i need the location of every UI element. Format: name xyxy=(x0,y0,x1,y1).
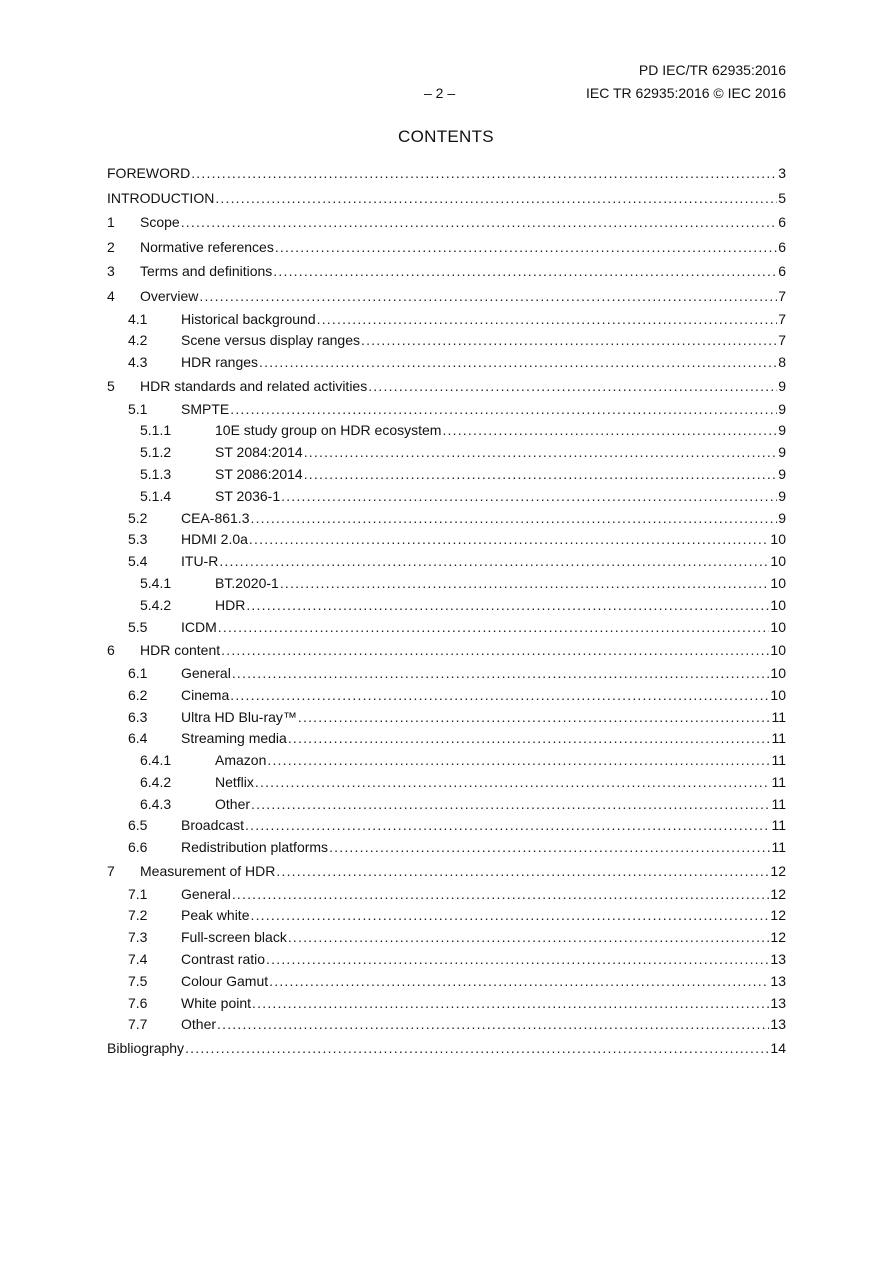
toc-entry[interactable] xyxy=(107,905,786,927)
toc-entry[interactable] xyxy=(107,551,786,573)
toc-entry-number: 6.3 xyxy=(128,708,148,725)
dot-leader xyxy=(249,529,770,551)
dot-leader xyxy=(217,1014,769,1036)
toc-entry-title: ST 2086:2014 xyxy=(215,465,303,482)
toc-entry-number: 5.4 xyxy=(128,553,148,570)
toc-entry-title: FOREWORD xyxy=(107,165,191,181)
toc-entry-number: 4.2 xyxy=(128,332,148,349)
dot-leader xyxy=(185,1036,769,1061)
toc-entry-page: 9 xyxy=(778,465,786,482)
toc-entry[interactable] xyxy=(107,884,786,906)
toc-entry-page: 9 xyxy=(778,509,786,526)
toc-entry[interactable] xyxy=(107,685,786,707)
dot-leader xyxy=(276,859,769,884)
toc-entry-number: 5.1.2 xyxy=(140,444,172,461)
toc-entry-title: Netflix xyxy=(215,773,254,790)
toc-entry-title: General xyxy=(181,885,231,902)
toc-entry-title: Redistribution platforms xyxy=(181,839,329,856)
toc-entry-title: Scope xyxy=(140,214,180,231)
dot-leader xyxy=(230,399,777,421)
toc-entry-number: 6.6 xyxy=(128,839,148,856)
toc-entry-page: 13 xyxy=(770,1016,786,1033)
toc-entry-number: 6 xyxy=(107,642,115,659)
copyright-notice: IEC TR 62935:2016 © IEC 2016 xyxy=(586,85,786,101)
toc-entry-page: 8 xyxy=(778,354,786,371)
dot-leader xyxy=(219,551,769,573)
toc-entry-page: 6 xyxy=(778,238,786,255)
toc-entry-page: 10 xyxy=(770,618,786,635)
toc-entry-title: ST 2036-1 xyxy=(215,487,281,504)
toc-entry[interactable] xyxy=(107,235,786,260)
toc-entry-number: 5.1.4 xyxy=(140,487,172,504)
dot-leader xyxy=(298,707,771,729)
toc-entry-title: Terms and definitions xyxy=(140,263,273,280)
dot-leader xyxy=(280,573,770,595)
toc-entry-title: Overview xyxy=(140,287,199,304)
toc-entry[interactable] xyxy=(107,772,786,794)
toc-entry-number: 6.4 xyxy=(128,730,148,747)
toc-entry-page: 11 xyxy=(771,730,786,747)
toc-entry[interactable] xyxy=(107,663,786,685)
toc-entry-title: Ultra HD Blu-ray™ xyxy=(181,708,297,725)
toc-entry-title: BT.2020-1 xyxy=(215,574,279,591)
toc-entry-page: 11 xyxy=(771,839,786,856)
toc-entry[interactable] xyxy=(107,330,786,352)
toc-entry[interactable] xyxy=(107,464,786,486)
dot-leader xyxy=(218,617,770,639)
toc-entry-page: 9 xyxy=(778,400,786,417)
toc-entry-title: Scene versus display ranges xyxy=(181,332,360,349)
toc-entry-title: ICDM xyxy=(181,618,217,635)
toc-entry[interactable] xyxy=(107,971,786,993)
dot-leader xyxy=(267,750,770,772)
toc-entry-title: HDR standards and related activities xyxy=(140,377,368,394)
toc-entry-title: General xyxy=(181,664,231,681)
toc-entry[interactable] xyxy=(107,1036,786,1061)
toc-entry[interactable] xyxy=(107,993,786,1015)
toc-entry-title: Amazon xyxy=(215,752,267,769)
toc-entry-page: 11 xyxy=(771,773,786,790)
toc-entry-page: 11 xyxy=(771,817,786,834)
toc-entry-page: 10 xyxy=(770,553,786,570)
toc-entry-page: 9 xyxy=(778,422,786,439)
toc-entry-title: Historical background xyxy=(181,310,316,327)
toc-entry-title: ST 2084:2014 xyxy=(215,444,303,461)
toc-entry-number: 6.4.2 xyxy=(140,773,172,790)
toc-entry-number: 7.1 xyxy=(128,885,148,902)
toc-entry[interactable] xyxy=(107,161,786,186)
toc-entry-page: 13 xyxy=(770,994,786,1011)
dot-leader xyxy=(230,685,769,707)
dot-leader xyxy=(273,259,777,284)
toc-entry-number: 6.4.1 xyxy=(140,752,172,769)
toc-entry[interactable] xyxy=(107,815,786,837)
toc-entry-title: Broadcast xyxy=(181,817,245,834)
page-number: – 2 – xyxy=(424,85,456,101)
toc-entry[interactable] xyxy=(107,486,786,508)
dot-leader xyxy=(368,374,777,399)
toc-entry[interactable] xyxy=(107,728,786,750)
toc-entry-title: Cinema xyxy=(181,686,230,703)
toc-entry[interactable] xyxy=(107,186,786,211)
toc-entry-number: 4.3 xyxy=(128,354,148,371)
toc-entry-number: 7.6 xyxy=(128,994,148,1011)
toc-entry[interactable] xyxy=(107,949,786,971)
dot-leader xyxy=(232,663,770,685)
toc-entry-number: 5.4.1 xyxy=(140,574,172,591)
toc-entry-title: Streaming media xyxy=(181,730,287,747)
dot-leader xyxy=(251,794,770,816)
toc-entry-page: 5 xyxy=(778,189,786,206)
toc-entry-page: 12 xyxy=(770,885,786,902)
toc-entry-title: 10E study group on HDR ecosystem xyxy=(215,422,442,439)
toc-entry[interactable] xyxy=(107,352,786,374)
dot-leader xyxy=(442,420,777,442)
toc-entry-page: 13 xyxy=(770,951,786,968)
toc-entry-title: HDR xyxy=(215,596,246,613)
toc-entry-number: 7 xyxy=(107,863,115,880)
toc-entry-title: Other xyxy=(215,795,251,812)
toc-entry[interactable] xyxy=(107,210,786,235)
toc-entry-number: 7.4 xyxy=(128,951,148,968)
toc-entry[interactable] xyxy=(107,859,786,884)
toc-entry-number: 5.1 xyxy=(128,400,148,417)
toc-entry-number: 4 xyxy=(107,287,115,304)
dot-leader xyxy=(266,949,769,971)
toc-entry-number: 6.1 xyxy=(128,664,148,681)
toc-entry-number: 7.3 xyxy=(128,929,148,946)
toc-entry[interactable] xyxy=(107,284,786,309)
toc-entry-title: HDMI 2.0a xyxy=(181,531,248,548)
toc-entry-number: 5.5 xyxy=(128,618,148,635)
toc-entry[interactable] xyxy=(107,837,786,859)
toc-entry-page: 10 xyxy=(770,596,786,613)
dot-leader xyxy=(199,284,777,309)
toc-entry-number: 3 xyxy=(107,263,115,280)
dot-leader xyxy=(304,442,777,464)
toc-entry-page: 7 xyxy=(778,310,786,327)
toc-entry[interactable] xyxy=(107,707,786,729)
toc-entry-page: 7 xyxy=(778,332,786,349)
toc-entry-title: Peak white xyxy=(181,907,250,924)
toc-entry-number: 4.1 xyxy=(128,310,148,327)
toc-entry-title: Bibliography xyxy=(107,1040,185,1057)
document-id: PD IEC/TR 62935:2016 xyxy=(638,62,786,78)
toc-entry-page: 10 xyxy=(770,642,786,659)
toc-entry[interactable] xyxy=(107,442,786,464)
toc-entry-page: 12 xyxy=(770,907,786,924)
dot-leader xyxy=(191,161,777,186)
toc-entry[interactable] xyxy=(107,1014,786,1036)
toc-entry-title: Measurement of HDR xyxy=(140,863,276,880)
dot-leader xyxy=(255,772,771,794)
toc-entry-page: 10 xyxy=(770,531,786,548)
toc-entry-title: HDR content xyxy=(140,642,221,659)
toc-entry-page: 10 xyxy=(770,574,786,591)
toc-entry-page: 11 xyxy=(771,752,786,769)
toc-entry-title: Colour Gamut xyxy=(181,972,269,989)
toc-entry-page: 6 xyxy=(778,263,786,280)
toc-entry-page: 6 xyxy=(778,214,786,231)
toc-entry-title: Contrast ratio xyxy=(181,951,266,968)
toc-entry-number: 5 xyxy=(107,377,115,394)
dot-leader xyxy=(329,837,770,859)
dot-leader xyxy=(304,464,777,486)
dot-leader xyxy=(246,595,769,617)
toc-entry-number: 5.2 xyxy=(128,509,148,526)
dot-leader xyxy=(181,210,778,235)
toc-entry[interactable] xyxy=(107,750,786,772)
toc-entry-title: SMPTE xyxy=(181,400,230,417)
dot-leader xyxy=(269,971,769,993)
toc-entry-page: 11 xyxy=(771,795,786,812)
toc-entry-page: 9 xyxy=(778,377,786,394)
toc-entry-title: INTRODUCTION xyxy=(107,189,215,206)
toc-entry[interactable] xyxy=(107,573,786,595)
toc-entry-page: 12 xyxy=(770,929,786,946)
toc-entry-page: 10 xyxy=(770,664,786,681)
toc-entry[interactable] xyxy=(107,638,786,663)
dot-leader xyxy=(259,352,777,374)
toc-entry-page: 14 xyxy=(770,1040,786,1057)
toc-entry[interactable] xyxy=(107,420,786,442)
toc-entry-number: 7.7 xyxy=(128,1016,148,1033)
table-of-contents xyxy=(107,161,786,1061)
toc-entry-page: 9 xyxy=(778,487,786,504)
toc-entry-page: 12 xyxy=(770,863,786,880)
toc-entry-page: 7 xyxy=(778,287,786,304)
dot-leader xyxy=(250,905,769,927)
toc-entry-title: Full-screen black xyxy=(181,929,287,946)
toc-entry[interactable] xyxy=(107,529,786,551)
toc-entry-number: 1 xyxy=(107,214,115,231)
toc-entry-page: 9 xyxy=(778,444,786,461)
toc-entry-number: 5.4.2 xyxy=(140,596,172,613)
dot-leader xyxy=(215,186,777,211)
toc-entry[interactable] xyxy=(107,508,786,530)
toc-entry-title: Other xyxy=(181,1016,217,1033)
toc-entry[interactable] xyxy=(107,617,786,639)
toc-entry[interactable] xyxy=(107,927,786,949)
dot-leader xyxy=(288,927,770,949)
toc-entry-number: 7.2 xyxy=(128,907,148,924)
page-title: CONTENTS xyxy=(398,127,494,146)
toc-entry-title: CEA-861.3 xyxy=(181,509,250,526)
dot-leader xyxy=(275,235,777,260)
toc-entry-page: 13 xyxy=(770,972,786,989)
dot-leader xyxy=(252,993,769,1015)
dot-leader xyxy=(317,309,778,331)
toc-entry-page: 10 xyxy=(770,686,786,703)
dot-leader xyxy=(361,330,777,352)
toc-entry-number: 6.2 xyxy=(128,686,148,703)
dot-leader xyxy=(288,728,771,750)
toc-entry[interactable] xyxy=(107,399,786,421)
toc-entry[interactable] xyxy=(107,595,786,617)
toc-entry[interactable] xyxy=(107,309,786,331)
toc-entry[interactable] xyxy=(107,259,786,284)
toc-entry-title: ITU-R xyxy=(181,553,219,570)
dot-leader xyxy=(281,486,777,508)
toc-entry-number: 5.3 xyxy=(128,531,148,548)
toc-entry-page: 3 xyxy=(778,165,786,181)
toc-entry-page: 11 xyxy=(771,708,786,725)
toc-entry-title: HDR ranges xyxy=(181,354,259,371)
toc-entry-title: Normative references xyxy=(140,238,274,255)
toc-entry[interactable] xyxy=(107,794,786,816)
toc-entry-title: White point xyxy=(181,994,252,1011)
dot-leader xyxy=(221,638,769,663)
toc-entry-number: 6.4.3 xyxy=(140,795,172,812)
toc-entry-number: 5.1.1 xyxy=(140,422,172,439)
toc-entry-number: 6.5 xyxy=(128,817,148,834)
toc-entry-number: 2 xyxy=(107,238,115,255)
dot-leader xyxy=(245,815,770,837)
toc-entry-number: 5.1.3 xyxy=(140,465,172,482)
toc-entry-number: 7.5 xyxy=(128,972,148,989)
dot-leader xyxy=(250,508,777,530)
dot-leader xyxy=(232,884,770,906)
toc-entry[interactable] xyxy=(107,374,786,399)
